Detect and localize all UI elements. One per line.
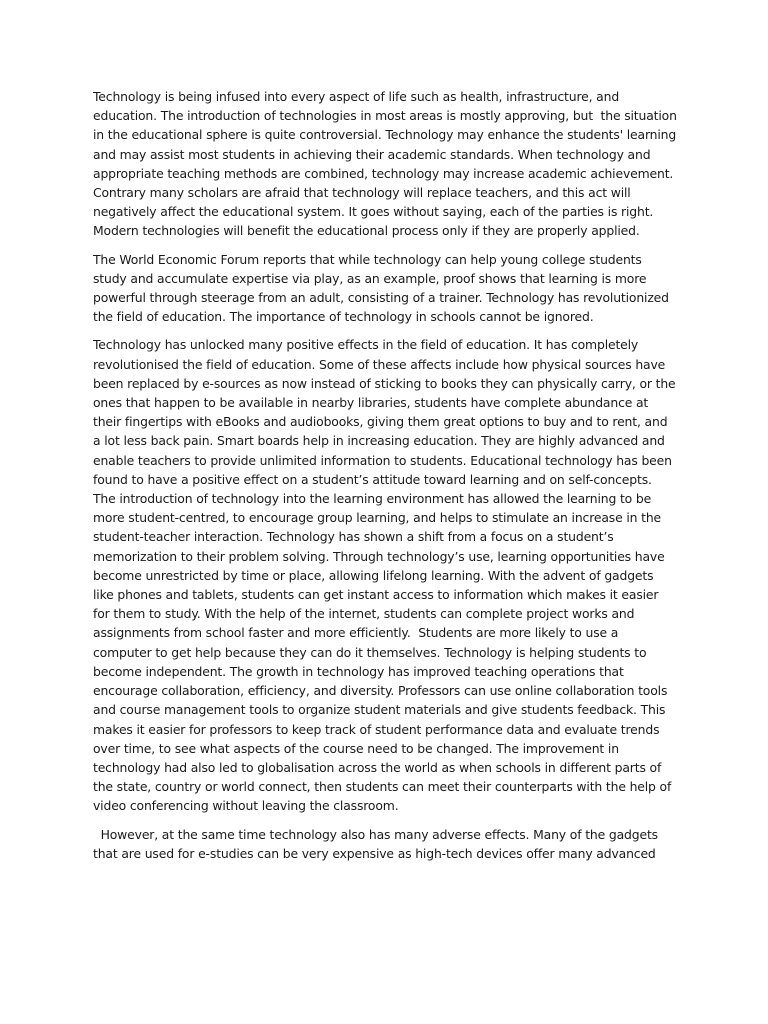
paragraph-adverse-effects: However, at the same time technology also has many adverse effects. Many of the gadgets that are used for e-studies can be very expensive as high-tech devices offer many advanced (93, 826, 662, 861)
document-page (93, 87, 681, 872)
paragraph-world-economic-forum: The World Economic Forum reports that while technology can help young college students study and accumulate expertise via play, as an example, proof shows that learning is more powerful through steerage from an adult, consisting of a trainer. Technology has revolutionized the field of education. The importance of technology in schools cannot be ignored. (93, 251, 673, 325)
paragraph-intro: Technology is being infused into every aspect of life such as health, infrastructure, and education. The introduction of technologies in most areas is mostly approving, but the situation in the educational sphere is quite controversial. Technology may enhance the students' learning and may assist most students in achieving their academic standards. When technology and appropriate teaching methods are combined, technology may increase academic achievement. Contrary many scholars are afraid that technology will replace teachers, and this act will negatively affect the educational system. It goes without saying, each of the parties is right. Modern technologies will benefit the educational process only if they are properly applied. (93, 89, 681, 239)
paragraph-positive-effects: Technology has unlocked many positive effects in the field of education. It has completely revolutionised the field of education. Some of these affects include how physical sources have been replaced by e-sources as now instead of sticking to books they can physically carry, or the ones that happen to be available in nearby libraries, students have complete abundance at their fingertips with eBooks and audiobooks, giving them great options to buy and to rent, and a lot less back pain. Smart boards help in increasing education. They are highly advanced and enable teachers to provide unlimited information to students. Educational technology has been found to have a positive effect on a student’s attitude toward learning and on self-concepts. The introduction of technology into the learning environment has allowed the learning to be more student-centred, to encourage group learning, and helps to stimulate an increase in the student-teacher interaction. Technology has shown a shift from a focus on a student’s memorization to their problem solving. Through technology’s use, learning opportunities have become unrestricted by time or place, allowing lifelong learning. With the advent of gadgets like phones and tablets, students can get instant access to information which makes it easier for them to study. With the help of the internet, students can complete project works and assignments from school faster and more efficiently. Students are more likely to use a computer to get help because they can do it themselves. Technology is helping students to become independent. The growth in technology has improved teaching operations that encourage collaboration, efficiency, and diversity. Professors can use online collaboration tools and course management tools to organize student materials and give students feedback. This makes it easier for professors to keep track of student performance data and evaluate trends over time, to see what aspects of the course need to be changed. The improvement in technology had also led to globalisation across the world as when schools in different parts of the state, country or world connect, then students can meet their counterparts with the help of video conferencing without leaving the classroom. (93, 337, 680, 814)
